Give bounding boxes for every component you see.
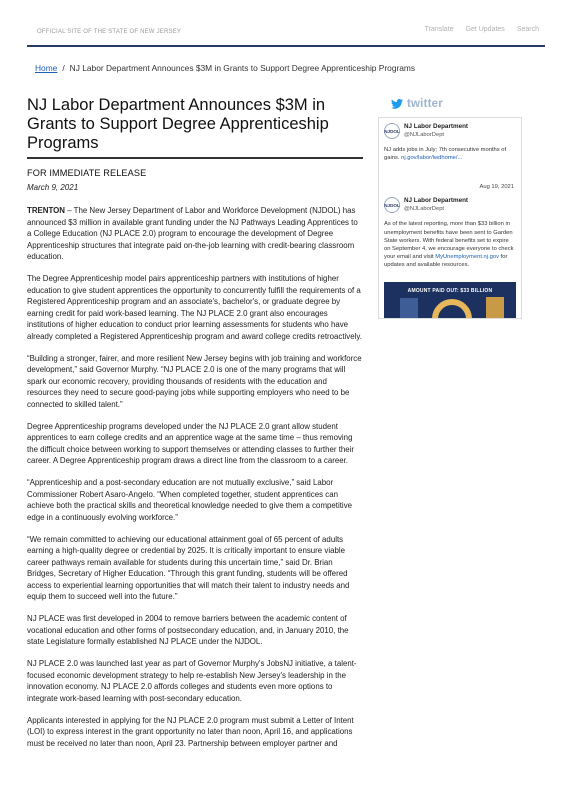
article-paragraph: TRENTON – The New Jersey Department of Labor and Workforce Development (NJDOL) has announced $3 million in available grant funding under the NJ Pathways Leading Apprentices to a College Education (NJ PLACE 2.0) program to encourage the development of Degree Apprenticeship structures that integrate paid on-the-job learning with credit-bearing classroom education. bbox=[27, 206, 358, 261]
tweet-text: As of the latest reporting, more than $33 billion in unemployment benefits have been sent to Garden State workers. With federal benefits set to expire on September 4, we encourage everyone to check your email and visit MyUnemployment.nj.gov for updates and available resources. bbox=[384, 221, 514, 269]
site-header bbox=[0, 0, 566, 48]
tweet-link[interactable]: MyUnemployment.nj.gov bbox=[435, 254, 500, 261]
article-paragraph: NJ PLACE was first developed in 2004 to remove barriers between the academic content of vocational education and other forms of postsecondary education, and, in January 2010, the state Legislature formally established NJ PLACE under the NJDOL. bbox=[27, 614, 349, 646]
tweet-link[interactable]: nj.gov/labor/lwdhome/... bbox=[401, 155, 463, 162]
infographic-bar bbox=[486, 297, 504, 319]
article-body bbox=[27, 205, 363, 749]
breadcrumb-separator: / bbox=[62, 63, 65, 73]
article bbox=[27, 96, 363, 760]
article-paragraph: Degree Apprenticeship programs developed under the NJ PLACE 2.0 grant allow student apprentices to earn college credits and an apprentice wage at the same time – thus removing the difficult choice between working to support themselves or attending classes to further their career. A Degree Apprenticeship program draws a direct line from the classroom to a career. bbox=[27, 421, 355, 465]
top-nav bbox=[425, 26, 539, 33]
article-paragraph: The Degree Apprenticeship model pairs apprenticeship partners with institutions of higher education to give student apprentices the opportunity to concurrently fulfill the requirements of a Registered Apprenticeship program and an associate's, bachelor's, or graduate degree by earning credit for paid work-based learning. The NJ PLACE 2.0 grant also encourages institutions of higher education to conduct prior learning assessments for students who have already completed a Registered Apprenticeship program and award college credits retroactively. bbox=[27, 274, 362, 341]
tweet-author[interactable] bbox=[384, 197, 516, 213]
tweet-author[interactable] bbox=[384, 123, 516, 139]
tweet-author-handle: @NJLaborDept bbox=[404, 206, 445, 213]
article-paragraph: “We remain committed to achieving our educational attainment goal of 65 percent of adults earning a high-quality degree or credential by 2025. It is critically important to ensure viable career pathways remain available for students during this uncertain time,” said Dr. Brian Bridges, Secretary of Higher Education. “Through this grant funding, students will be offered access to experiential learning opportunities that will match their talent to industry needs and equip them to succeed well into the future.” bbox=[27, 534, 350, 601]
tweet[interactable] bbox=[379, 190, 521, 269]
release-label: FOR IMMEDIATE RELEASE bbox=[27, 168, 147, 178]
tweet-text: NJ adds jobs in July; 7th consecutive months of gains. nj.gov/labor/lwdhome/... bbox=[384, 147, 507, 162]
article-paragraph: “Building a stronger, fairer, and more resilient New Jersey begins with job training and workforce development,” said Governor Murphy. “NJ PLACE 2.0 is one of the many programs that will spark our economic recovery, providing thousands of residents with the education and resources they need to secure good-paying jobs while supporting employers who need to be connected to skilled talent.” bbox=[27, 353, 362, 409]
twitter-widget bbox=[378, 96, 522, 319]
breadcrumb bbox=[35, 63, 415, 73]
breadcrumb-home-link[interactable]: Home bbox=[35, 63, 58, 73]
translate-link[interactable]: Translate bbox=[424, 26, 454, 33]
tweet-date[interactable]: Aug 19, 2021 bbox=[479, 184, 514, 191]
twitter-bird-icon bbox=[391, 99, 403, 109]
twitter-header[interactable] bbox=[391, 96, 522, 112]
article-paragraph: NJ PLACE 2.0 was launched last year as part of Governor Murphy's JobsNJ initiative, a talent-focused economic development strategy to help re-establish New Jersey's leadership in the innovation economy. NJ PLACE 2.0 affords colleges and students even more options to integrate work-based learning with post-secondary education. bbox=[27, 659, 357, 703]
infographic-bar bbox=[400, 298, 418, 319]
twitter-label: twitter bbox=[407, 98, 443, 110]
official-site-label: OFFICIAL SITE OF THE STATE OF NEW JERSEY bbox=[37, 29, 182, 35]
get-updates-link[interactable]: Get Updates bbox=[465, 26, 505, 33]
page-title: NJ Labor Department Announces $3M in Grants to Support Degree Apprenticeship Programs bbox=[27, 96, 329, 152]
tweet-author-handle: @NJLaborDept bbox=[404, 132, 445, 138]
avatar[interactable]: NJDOL bbox=[384, 123, 400, 139]
tweet-feed[interactable] bbox=[378, 117, 522, 319]
article-paragraph: “Apprenticeship and a post-secondary education are not mutually exclusive,” said Labor Commissioner Robert Asaro-Angelo. “When completed together, student apprentices can achieve both the practical skills and theoretical knowledge needed to give them a competitive edge in a continuously evolving workforce.” bbox=[27, 478, 353, 522]
tweet-author-name: NJ Labor Department bbox=[404, 123, 469, 130]
tweet[interactable] bbox=[379, 118, 521, 190]
article-paragraph: Applicants interested in applying for the NJ PLACE 2.0 program must submit a Letter of Intent (LOI) to express interest in the grant opportunity no later than noon, April 16, and applications must be received no later than noon, April 23. Partnership between employer partner and bbox=[27, 715, 354, 748]
tweet-author-name: NJ Labor Department bbox=[404, 197, 469, 205]
title-divider bbox=[27, 157, 363, 159]
infographic-ring bbox=[432, 299, 472, 319]
release-date: March 9, 2021 bbox=[27, 183, 79, 192]
tweet-infographic-image[interactable] bbox=[384, 282, 516, 319]
avatar[interactable]: NJDOL bbox=[384, 197, 400, 213]
dateline: TRENTON bbox=[27, 206, 65, 215]
infographic-title: AMOUNT PAID OUT: $33 BILLION bbox=[407, 287, 493, 294]
header-divider bbox=[27, 45, 545, 47]
search-link[interactable]: Search bbox=[516, 26, 539, 33]
breadcrumb-current: NJ Labor Department Announces $3M in Grants to Support Degree Apprenticeship Programs bbox=[69, 63, 416, 73]
